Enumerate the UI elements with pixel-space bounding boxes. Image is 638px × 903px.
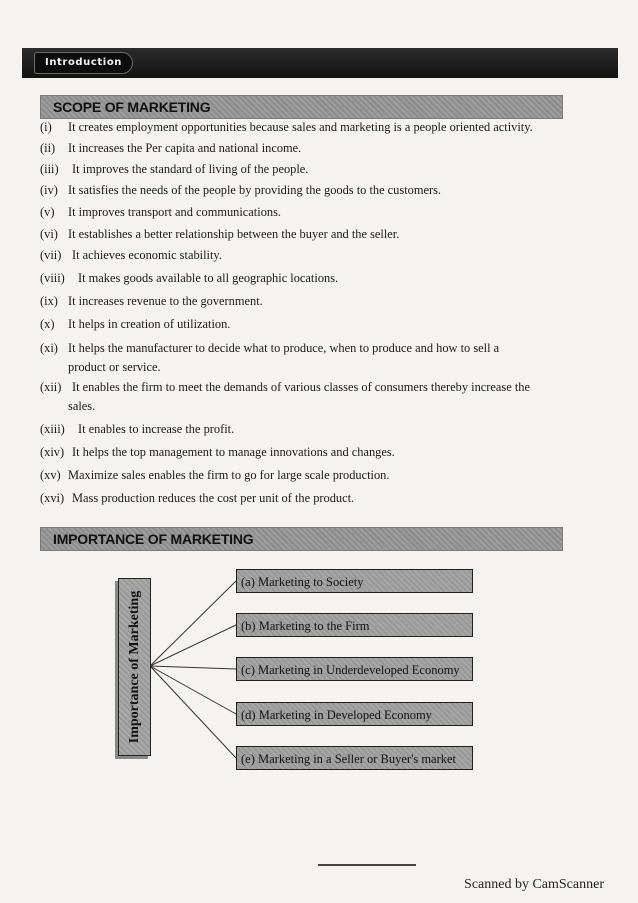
scope-point-text: It helps the manufacturer to decide what to produce, when to produce and how to sell a xyxy=(68,341,500,355)
scope-point-text: It helps in creation of utilization. xyxy=(68,317,231,331)
connector-line-e xyxy=(150,666,236,758)
chapter-label: Introduction xyxy=(34,52,133,74)
connector-line-c xyxy=(150,666,236,669)
scope-point-number: (i) xyxy=(40,120,52,134)
scope-point-text-continued: product or service. xyxy=(68,360,161,374)
scope-point xyxy=(40,162,580,177)
scope-point-text: It establishes a better relationship between the buyer and the seller. xyxy=(68,227,400,241)
scope-point-number: (iii) xyxy=(40,162,59,176)
scope-point xyxy=(40,120,580,135)
bottom-rule xyxy=(318,864,416,866)
scope-point xyxy=(40,205,580,220)
scope-point-number: (xv) xyxy=(40,468,61,482)
scope-point xyxy=(40,491,580,506)
scope-point-number: (ii) xyxy=(40,141,56,155)
scope-point-number: (v) xyxy=(40,205,55,219)
scope-point-number: (vi) xyxy=(40,227,58,241)
connector-line-a xyxy=(150,581,236,666)
branch-box-underdeveloped: (c) Marketing in Underdeveloped Economy xyxy=(236,657,473,681)
scope-point xyxy=(40,227,580,242)
scope-point-text: It helps the top management to manage innovations and changes. xyxy=(72,445,395,459)
scope-point-text: It improves transport and communications. xyxy=(68,205,282,219)
scanner-watermark: Scanned by CamScanner xyxy=(464,877,604,892)
scope-point-number: (x) xyxy=(40,317,55,331)
scope-point-text: It creates employment opportunities because sales and marketing is a people oriented activity. xyxy=(68,120,533,134)
scope-point-text: Mass production reduces the cost per unit of the product. xyxy=(72,491,355,505)
importance-root-box xyxy=(118,578,151,756)
scope-point xyxy=(40,341,580,375)
scope-point-number: (xiii) xyxy=(40,422,65,436)
scope-point-number: (xii) xyxy=(40,380,62,394)
scope-point-text: It improves the standard of living of the people. xyxy=(72,162,309,176)
scope-point-text: It satisfies the needs of the people by providing the goods to the customers. xyxy=(68,183,442,197)
scope-point-text: It makes goods available to all geographic locations. xyxy=(78,271,339,285)
scope-point-text: It enables to increase the profit. xyxy=(78,422,235,436)
branch-box-firm: (b) Marketing to the Firm xyxy=(236,613,473,637)
scope-point-number: (ix) xyxy=(40,294,58,308)
scope-point xyxy=(40,445,580,460)
scope-point xyxy=(40,422,580,437)
scope-point xyxy=(40,468,580,483)
scope-point-text: It increases revenue to the government. xyxy=(68,294,263,308)
branch-box-society: (a) Marketing to Society xyxy=(236,569,473,593)
scope-point-text: It achieves economic stability. xyxy=(72,248,222,262)
scope-point xyxy=(40,317,580,332)
scope-point xyxy=(40,380,580,414)
scope-point-number: (xvi) xyxy=(40,491,65,505)
scope-point-text: Maximize sales enables the firm to go for large scale production. xyxy=(68,468,390,482)
scope-point-number: (xi) xyxy=(40,341,58,355)
scope-point xyxy=(40,141,580,156)
scope-point-text: It increases the Per capita and national income. xyxy=(68,141,302,155)
scope-point xyxy=(40,271,580,286)
scope-point-number: (viii) xyxy=(40,271,65,285)
scope-point-text-continued: sales. xyxy=(68,399,96,413)
scope-point-number: (iv) xyxy=(40,183,58,197)
scope-point xyxy=(40,248,580,263)
scope-point-number: (vii) xyxy=(40,248,62,262)
importance-heading-bar xyxy=(40,527,563,551)
branch-box-market: (e) Marketing in a Seller or Buyer's market xyxy=(236,746,473,770)
branch-box-developed: (d) Marketing in Developed Economy xyxy=(236,702,473,726)
scope-heading-bar xyxy=(40,95,563,119)
connector-line-b xyxy=(150,625,236,666)
scope-point-text: It enables the firm to meet the demands of various classes of consumers thereby increase the xyxy=(72,380,530,394)
scope-point-number: (xiv) xyxy=(40,445,65,459)
connector-line-d xyxy=(150,666,236,714)
scope-heading: SCOPE OF MARKETING xyxy=(53,99,211,115)
scope-point xyxy=(40,294,580,309)
scope-point xyxy=(40,183,580,198)
importance-root-label: Importance of Marketing xyxy=(126,590,142,744)
importance-heading: IMPORTANCE OF MARKETING xyxy=(53,531,254,547)
